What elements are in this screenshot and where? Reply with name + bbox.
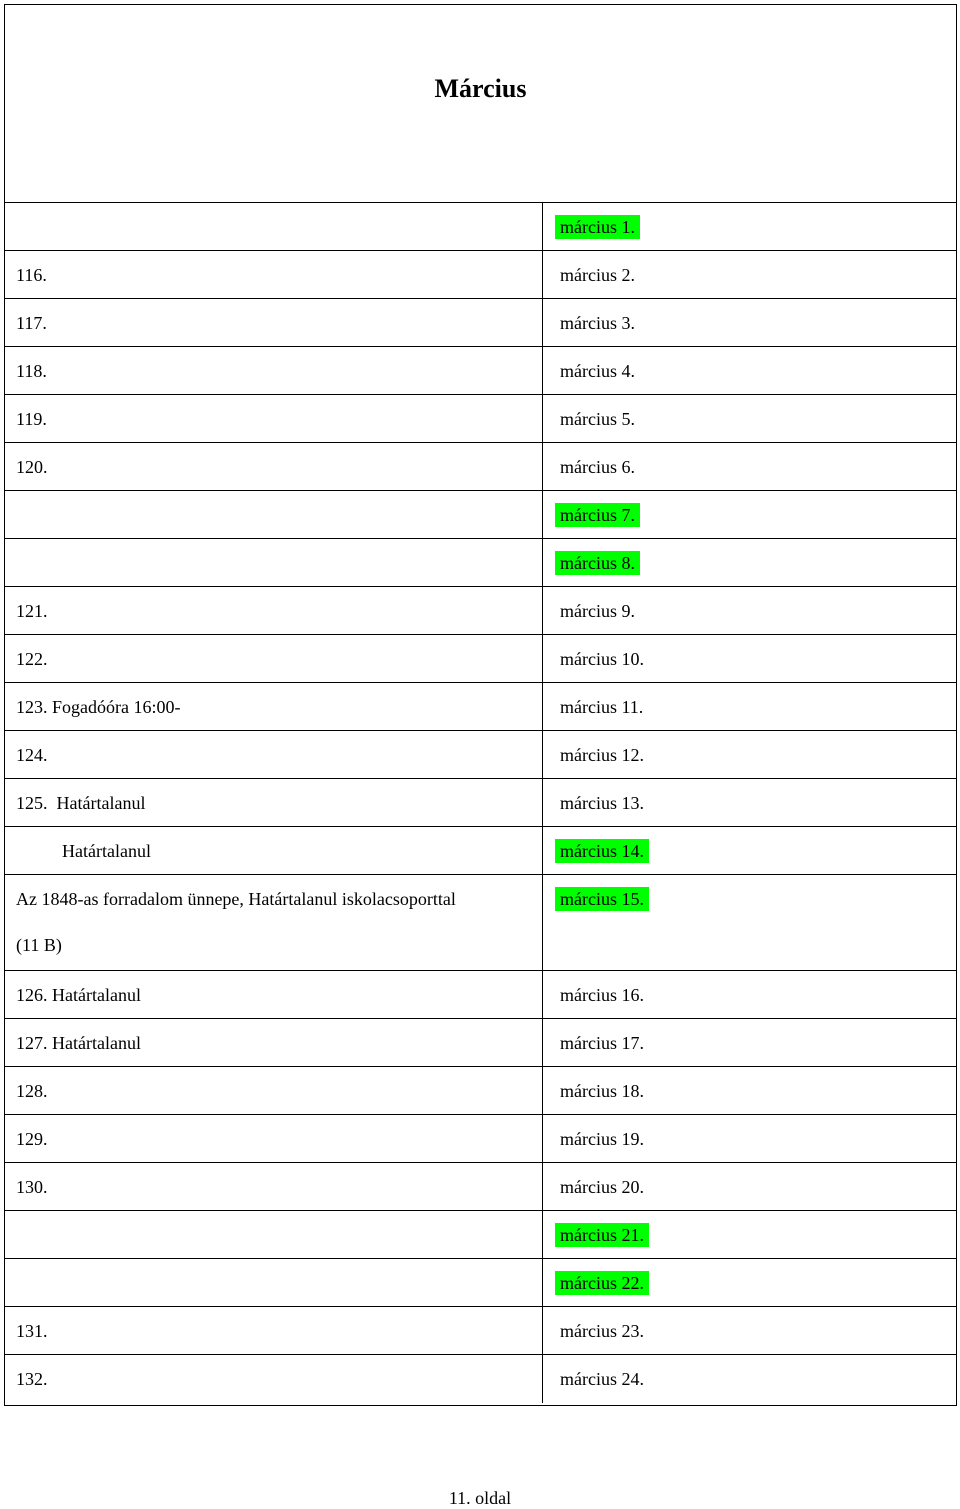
row-description-cell bbox=[5, 1115, 543, 1162]
table-row bbox=[5, 443, 956, 491]
table-row bbox=[5, 1163, 956, 1211]
row-description-cell bbox=[5, 875, 543, 970]
row-date-cell bbox=[543, 395, 956, 442]
date-label: március 6. bbox=[560, 457, 635, 477]
table-row bbox=[5, 779, 956, 827]
date-label: március 17. bbox=[560, 1033, 644, 1053]
date-label: március 20. bbox=[560, 1177, 644, 1197]
row-description: 130. bbox=[16, 1177, 48, 1197]
title-row bbox=[5, 5, 956, 203]
date-label: március 18. bbox=[560, 1081, 644, 1101]
table-row bbox=[5, 203, 956, 251]
row-description: 119. bbox=[16, 409, 47, 429]
row-description: 126. Határtalanul bbox=[16, 985, 141, 1005]
row-description-cell bbox=[5, 1019, 543, 1066]
date-label: március 4. bbox=[560, 361, 635, 381]
table-row bbox=[5, 827, 956, 875]
row-description-cell bbox=[5, 731, 543, 778]
page-number: 11. oldal bbox=[448, 1488, 512, 1508]
row-date-cell bbox=[543, 587, 956, 634]
row-description: 122. bbox=[16, 649, 48, 669]
row-date-cell bbox=[543, 1355, 956, 1403]
row-description-cell bbox=[5, 491, 543, 538]
row-description-cell bbox=[5, 1067, 543, 1114]
row-date-cell bbox=[543, 971, 956, 1018]
row-date-cell bbox=[543, 443, 956, 490]
row-description-cell bbox=[5, 779, 543, 826]
date-label: március 5. bbox=[560, 409, 635, 429]
table-row bbox=[5, 635, 956, 683]
row-description-cell bbox=[5, 203, 543, 250]
table-row bbox=[5, 875, 956, 971]
date-label: március 16. bbox=[560, 985, 644, 1005]
row-date-cell bbox=[543, 683, 956, 730]
row-date-cell bbox=[543, 1259, 956, 1306]
row-description: 125. Határtalanul bbox=[16, 793, 146, 813]
row-description: 123. Fogadóóra 16:00- bbox=[16, 697, 181, 717]
date-label: március 2. bbox=[560, 265, 635, 285]
row-date-cell bbox=[543, 1163, 956, 1210]
date-label-highlighted: március 15. bbox=[555, 887, 649, 911]
row-date-cell bbox=[543, 827, 956, 874]
date-label: március 11. bbox=[560, 697, 644, 717]
date-label: március 19. bbox=[560, 1129, 644, 1149]
date-label-highlighted: március 22. bbox=[555, 1271, 649, 1295]
row-description: 132. bbox=[16, 1369, 48, 1389]
date-label-highlighted: március 7. bbox=[555, 503, 640, 527]
table-row bbox=[5, 587, 956, 635]
page-title: Március bbox=[434, 74, 527, 103]
table-row bbox=[5, 1355, 956, 1403]
row-description: 121. bbox=[16, 601, 48, 621]
row-date-cell bbox=[543, 875, 956, 970]
table-row bbox=[5, 395, 956, 443]
table-row bbox=[5, 1115, 956, 1163]
calendar-table bbox=[4, 4, 957, 1406]
date-label-highlighted: március 1. bbox=[555, 215, 640, 239]
row-date-cell bbox=[543, 1067, 956, 1114]
row-description-cell bbox=[5, 1307, 543, 1354]
table-row bbox=[5, 1307, 956, 1355]
table-row bbox=[5, 1019, 956, 1067]
row-description-cell bbox=[5, 1355, 543, 1403]
row-description-cell bbox=[5, 299, 543, 346]
row-description: Az 1848-as forradalom ünnepe, Határtalanul iskolacsoporttal bbox=[16, 889, 456, 909]
date-label-highlighted: március 21. bbox=[555, 1223, 649, 1247]
row-description-cell bbox=[5, 539, 543, 586]
date-label-highlighted: március 8. bbox=[555, 551, 640, 575]
row-description: 124. bbox=[16, 745, 48, 765]
row-description: Határtalanul bbox=[62, 841, 151, 861]
row-description-cell bbox=[5, 347, 543, 394]
date-label: március 13. bbox=[560, 793, 644, 813]
date-label: március 3. bbox=[560, 313, 635, 333]
row-date-cell bbox=[543, 779, 956, 826]
row-description-cell bbox=[5, 683, 543, 730]
date-label: március 10. bbox=[560, 649, 644, 669]
date-label-highlighted: március 14. bbox=[555, 839, 649, 863]
row-description: 131. bbox=[16, 1321, 48, 1341]
row-description-cell bbox=[5, 443, 543, 490]
row-description-cell bbox=[5, 395, 543, 442]
row-date-cell bbox=[543, 539, 956, 586]
table-body bbox=[5, 203, 956, 1403]
row-date-cell bbox=[543, 203, 956, 250]
row-description-cell bbox=[5, 827, 543, 874]
table-row bbox=[5, 731, 956, 779]
row-description: 120. bbox=[16, 457, 48, 477]
table-row bbox=[5, 1211, 956, 1259]
row-date-cell bbox=[543, 347, 956, 394]
row-description: 127. Határtalanul bbox=[16, 1033, 141, 1053]
row-date-cell bbox=[543, 1115, 956, 1162]
row-date-cell bbox=[543, 299, 956, 346]
table-row bbox=[5, 347, 956, 395]
date-label: március 24. bbox=[560, 1369, 644, 1389]
row-description-cell bbox=[5, 635, 543, 682]
row-date-cell bbox=[543, 251, 956, 298]
row-description-cell bbox=[5, 251, 543, 298]
row-description-cell bbox=[5, 1211, 543, 1258]
row-date-cell bbox=[543, 635, 956, 682]
date-label: március 23. bbox=[560, 1321, 644, 1341]
row-date-cell bbox=[543, 491, 956, 538]
row-description: 118. bbox=[16, 361, 47, 381]
row-description-continued: (11 B) bbox=[16, 935, 62, 955]
row-description-cell bbox=[5, 1259, 543, 1306]
row-description-cell bbox=[5, 971, 543, 1018]
table-row bbox=[5, 251, 956, 299]
table-row bbox=[5, 539, 956, 587]
table-row bbox=[5, 683, 956, 731]
row-description: 128. bbox=[16, 1081, 48, 1101]
row-description: 117. bbox=[16, 313, 47, 333]
date-label: március 9. bbox=[560, 601, 635, 621]
row-date-cell bbox=[543, 1307, 956, 1354]
table-row bbox=[5, 971, 956, 1019]
row-description-cell bbox=[5, 587, 543, 634]
table-row bbox=[5, 1259, 956, 1307]
date-label: március 12. bbox=[560, 745, 644, 765]
table-row bbox=[5, 1067, 956, 1115]
row-description: 129. bbox=[16, 1129, 48, 1149]
table-row bbox=[5, 299, 956, 347]
row-date-cell bbox=[543, 1019, 956, 1066]
table-row bbox=[5, 491, 956, 539]
row-description: 116. bbox=[16, 265, 47, 285]
row-date-cell bbox=[543, 731, 956, 778]
row-description-cell bbox=[5, 1163, 543, 1210]
row-date-cell bbox=[543, 1211, 956, 1258]
